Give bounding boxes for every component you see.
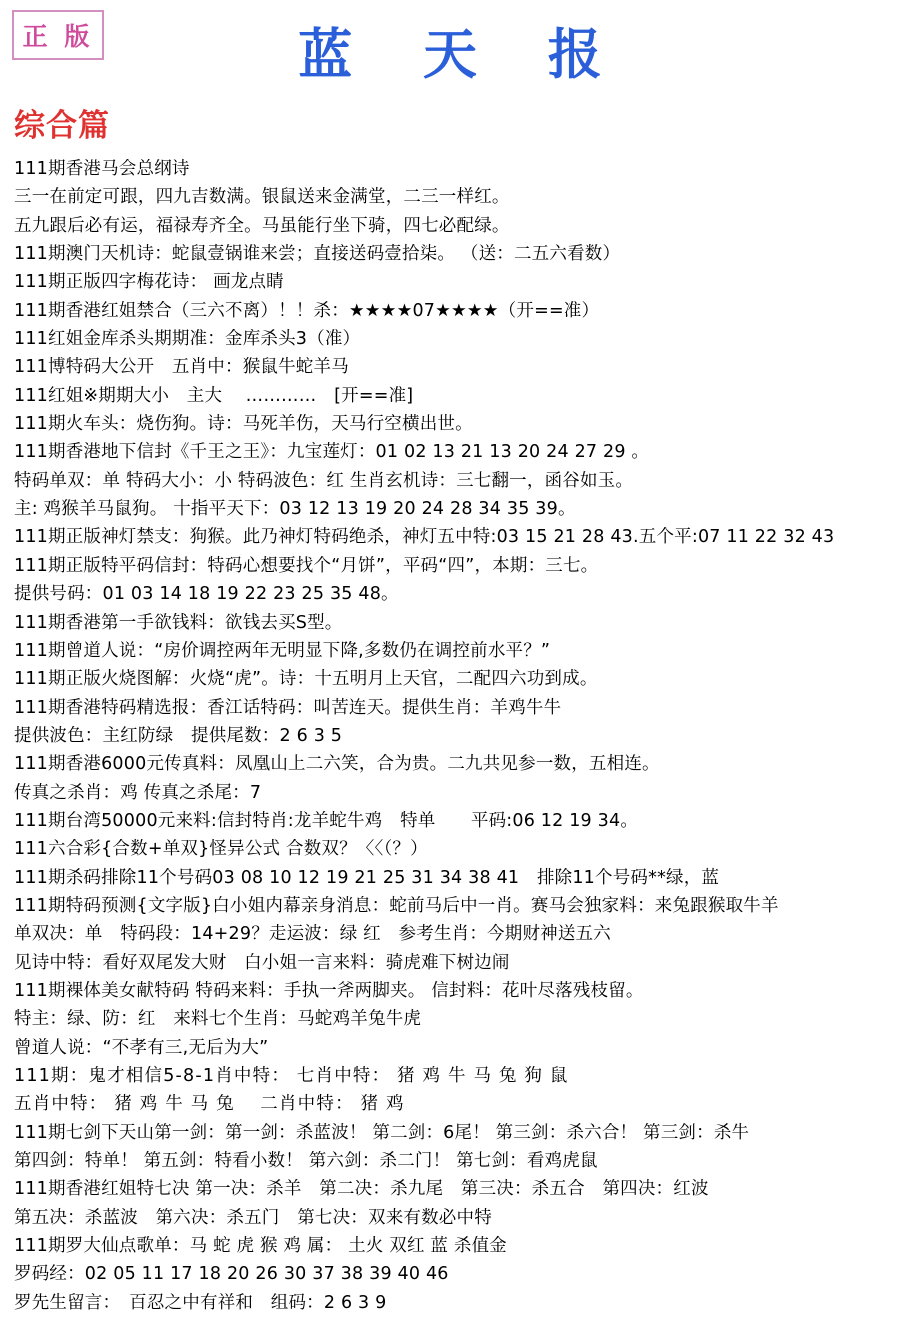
article-line: 111期香港地下信封《千王之王》：九宝莲灯：01 02 13 21 13 20 24 27 29 。 [14, 442, 650, 463]
article-line: 特码单双：单 特码大小：小 特码波色：红 生肖玄机诗：三七翻一，函谷如玉。 [14, 470, 634, 491]
article-line: 111期正版神灯禁支：狗猴。此乃神灯特码绝杀，神灯五中特:03 15 21 28 43.五个平:07 11 22 32 43 [14, 527, 835, 548]
article-line: 111期香港红姐禁合（三六不离）！！杀：★★★★07★★★★（开==准） [14, 300, 600, 321]
article-line: 罗码经：02 05 11 17 18 20 26 30 37 38 39 40 46 [14, 1264, 449, 1285]
article-body [0, 155, 900, 1327]
article-line: 第四剑：特单！ 第五剑：特看小数！ 第六剑：杀二门！ 第七剑：看鸡虎鼠 [14, 1151, 598, 1172]
article-line: 111期澳门天机诗：蛇鼠壹锅谁来尝；直接送码壹拾柒。 （送：二五六看数） [14, 244, 621, 265]
article-line: 111博特码大公开 五肖中：猴鼠牛蛇羊马 [14, 357, 349, 378]
article-line: 提供波色：主红防绿 提供尾数：2 6 3 5 [14, 725, 343, 746]
article-line: 单双决：单 特码段：14+29？走运波：绿 红 参考生肖：今期财神送五六 [14, 924, 611, 945]
article-line: 111期香港马会总纲诗 [14, 159, 190, 179]
article-line: 111期罗大仙点歌单：马 蛇 虎 猴 鸡 属： 土火 双红 蓝 杀值金 [14, 1236, 507, 1257]
article-line: 111期：鬼才相信5-8-1肖中特： 七肖中特： 猪 鸡 牛 马 兔 狗 鼠 [14, 1066, 569, 1086]
article-line: 罗先生留言： 百忍之中有祥和 组码：2 6 3 9 [14, 1292, 387, 1313]
article-line: 111期正版特平码信封：特码心想要找个“月饼”，平码“四”，本期：三七。 [14, 555, 599, 576]
article-line: 111期香港6000元传真料：凤凰山上二六笑，合为贵。二九共见参一数，五相连。 [14, 754, 660, 775]
article-line: 111六合彩{合数+单双}怪异公式 合数双？〈〈（？） [14, 839, 428, 860]
article-line: 特主：绿、防：红 来料七个生肖：马蛇鸡羊兔牛虎 [14, 1009, 422, 1030]
article-line: 提供号码：01 03 14 18 19 22 23 25 35 48。 [14, 584, 399, 605]
article-line: 111期正版火烧图解：火烧“虎”。诗：十五明月上天官，二配四六功到成。 [14, 669, 598, 690]
article-line: 五九跟后必有运，福禄寿齐全。马虽能行坐下骑，四七必配绿。 [14, 215, 510, 236]
page-header [0, 0, 900, 92]
article-line: 曾道人说：“不孝有三,无后为大” [14, 1037, 269, 1058]
article-line: 三一在前定可跟，四九吉数满。银鼠送来金满堂，二三一样红。 [14, 187, 510, 208]
article-line: 111期裸体美女献特码 特码来料：手执一斧两脚夹。 信封料：花叶尽落残枝留。 [14, 980, 644, 1001]
article-line: 五肖中特： 猪 鸡 牛 马 兔 二肖中特： 猪 鸡 [14, 1094, 405, 1115]
article-line: 111红姐金库杀头期期准：金库杀头3（准） [14, 329, 361, 350]
article-line: 111期杀码排除11个号码03 08 10 12 19 21 25 31 34 38 41 排除11个号码**绿，蓝 [14, 867, 720, 888]
stamp-label: 正 版 [22, 22, 94, 51]
masthead-title: 蓝 天 报 [298, 22, 628, 86]
article-line: 主: 鸡猴羊马鼠狗。 十指平天下：03 12 13 19 20 24 28 34 35 39。 [14, 499, 576, 520]
article-line: 111期台湾50000元来料:信封特肖:龙羊蛇牛鸡 特单 平码:06 12 19 34。 [14, 810, 639, 831]
article-line: 传真之杀肖：鸡 传真之杀尾：7 [14, 782, 262, 803]
article-line: 111期曾道人说：“房价调控两年无明显下降,多数仍在调控前水平？” [14, 640, 551, 661]
article-line: 第五决：杀蓝波 第六决：杀五门 第七决：双来有数必中特 [14, 1207, 492, 1228]
section-title: 综合篇 [14, 108, 110, 144]
article-line: 111红姐※期期大小 主大 ………… [开==准] [14, 385, 414, 406]
article-line: 111期火车头：烧伤狗。诗：马死羊伤，天马行空横出世。 [14, 414, 473, 435]
article-line: 111期香港特码精选报：香江话特码：叫苦连天。提供生肖：羊鸡牛牛 [14, 697, 562, 718]
article-line: 111期香港第一手欲钱料：欲钱去买S型。 [14, 612, 343, 633]
article-line: 111期香港红姐特七决 第一决：杀羊 第二决：杀九尾 第三决：杀五合 第四决：红波 [14, 1179, 709, 1200]
article-line: 见诗中特：看好双尾发大财 白小姐一言来料：骑虎难下树边闹 [14, 952, 510, 973]
article-line: 111期特码预测{文字版}白小姐内幕亲身消息：蛇前马后中一肖。赛马会独家料：来兔跟猴取牛羊 [14, 895, 779, 916]
article-line: 111期正版四字梅花诗： 画龙点睛 [14, 272, 284, 293]
article-line: 111期七剑下天山第一剑：第一剑：杀蓝波！ 第二剑：6尾！ 第三剑：杀六合！ 第三剑：杀牛 [14, 1122, 750, 1143]
